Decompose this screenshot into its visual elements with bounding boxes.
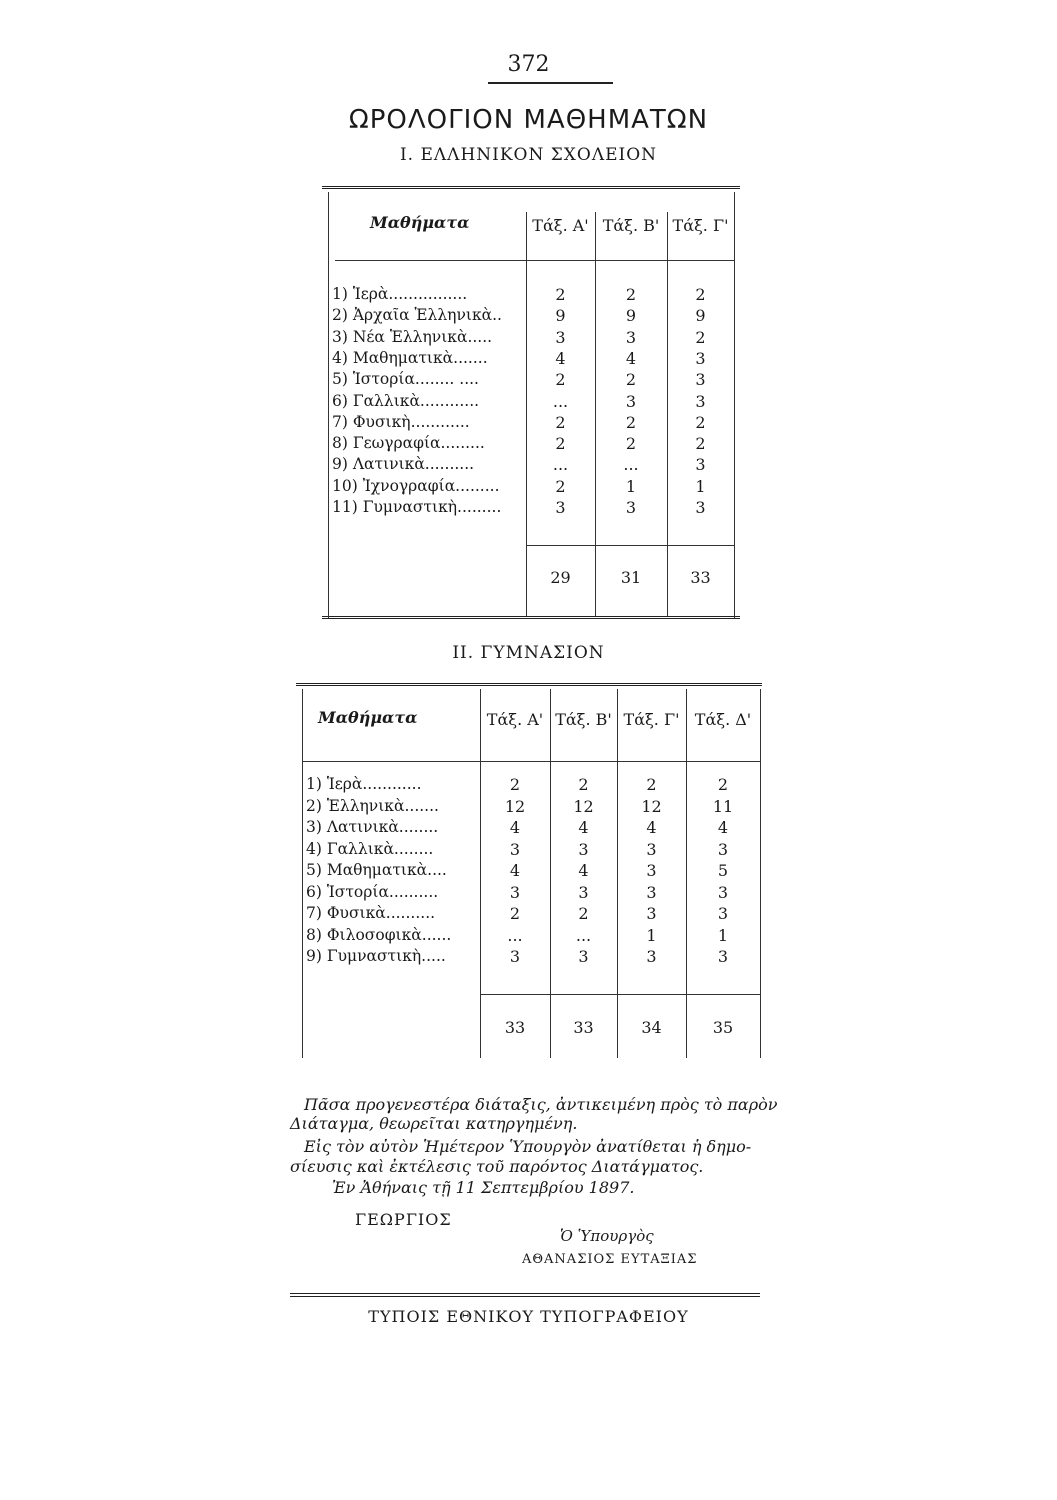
subject-column-header: Μαθήματα xyxy=(370,213,470,232)
hours-cell: 2 xyxy=(578,904,589,923)
column-header: Τάξ. Α' xyxy=(486,710,544,729)
hours-cell: 3 xyxy=(555,327,566,347)
hours-cell: 2 xyxy=(625,285,637,304)
hours-cell: 4 xyxy=(625,348,637,368)
closing-text-line: Εἰς τὸν αὐτὸν Ἡμέτερον Ὑπουργὸν ἀνατίθεται ἡ δημο- xyxy=(304,1137,752,1156)
subject-row-label: 5) Ἱστορία........ .... xyxy=(332,370,479,389)
column-header: Τάξ. Β' xyxy=(602,216,660,235)
hours-cell: 9 xyxy=(625,306,637,326)
hours-cell: 4 xyxy=(578,861,589,880)
hours-cell: 3 xyxy=(695,348,706,368)
hours-cell: 2 xyxy=(717,775,729,794)
printer-imprint: ΤΥΠΟΙΣ ΕΘΝΙΚΟΥ ΤΥΠΟΓΡΑΦΕΙΟΥ xyxy=(368,1307,689,1326)
subject-row-label: 2) Ἀρχαῖα Ἑλληνικὰ.. xyxy=(332,306,502,325)
subject-row-label: 6) Γαλλικὰ............ xyxy=(332,391,480,410)
hours-cell: ... xyxy=(552,455,569,475)
subject-row-label: 10) Ἰχνογραφία......... xyxy=(332,476,500,495)
subject-row-label: 11) Γυμναστικὴ......... xyxy=(332,498,502,516)
subject-row-label: 1) Ἱερὰ............ xyxy=(306,775,422,793)
total-cell: 34 xyxy=(641,1018,662,1037)
hours-cell: 3 xyxy=(625,498,637,517)
hours-cell: 2 xyxy=(646,775,657,794)
hours-cell: 3 xyxy=(578,882,589,902)
subject-row-label: 6) Ἱστορία.......... xyxy=(306,882,439,901)
hours-cell: ... xyxy=(575,925,592,945)
subject-row-label: 9) Λατινικὰ.......... xyxy=(332,455,475,474)
hours-cell: 2 xyxy=(695,412,706,432)
subject-row-label: 4) Μαθηματικὰ....... xyxy=(332,348,488,367)
column-header: Τάξ. Δ' xyxy=(694,710,752,729)
hours-cell: 3 xyxy=(509,947,521,966)
hours-cell: 2 xyxy=(555,285,566,304)
total-cell: 33 xyxy=(573,1018,594,1037)
hours-cell: 3 xyxy=(578,947,589,966)
hours-cell: 9 xyxy=(695,306,706,326)
hours-cell: 1 xyxy=(717,925,729,945)
hours-cell: 3 xyxy=(717,904,729,923)
hours-cell: 2 xyxy=(695,327,706,347)
subject-row-label: 8) Φιλοσοφικὰ...... xyxy=(306,925,452,944)
hours-cell: 3 xyxy=(578,839,589,859)
column-header: Τάξ. Γ' xyxy=(623,710,680,729)
subject-row-label: 4) Γαλλικὰ........ xyxy=(306,839,434,858)
hours-cell: 2 xyxy=(509,775,521,794)
hours-cell: 3 xyxy=(717,947,729,966)
hours-cell: 3 xyxy=(625,391,637,411)
minister-name: ΑΘΑΝΑΣΙΟΣ ΕΥΤΑΞΙΑΣ xyxy=(522,1252,698,1267)
hours-cell: 3 xyxy=(695,498,706,517)
hours-cell: 4 xyxy=(509,861,521,880)
hours-cell: 3 xyxy=(646,882,657,902)
hours-cell: 2 xyxy=(555,412,566,432)
hours-cell: 3 xyxy=(555,498,566,517)
hours-cell: 3 xyxy=(509,882,521,902)
minister-title: Ὁ Ὑπουργὸς xyxy=(560,1227,654,1245)
hours-cell: 12 xyxy=(504,796,526,816)
hours-cell: 2 xyxy=(555,434,566,454)
hours-cell: 4 xyxy=(717,818,729,837)
subject-row-label: 5) Μαθηματικὰ.... xyxy=(306,861,447,879)
hours-cell: 3 xyxy=(695,370,706,390)
hours-cell: 2 xyxy=(625,370,637,390)
hours-cell: ... xyxy=(552,391,569,411)
hours-cell: 3 xyxy=(717,839,729,859)
hours-cell: 3 xyxy=(646,861,657,880)
hours-cell: 3 xyxy=(717,882,729,902)
subject-row-label: 2) Ἑλληνικὰ....... xyxy=(306,796,439,815)
hours-cell: 3 xyxy=(646,839,657,859)
hours-cell: 3 xyxy=(646,904,657,923)
hours-cell: 4 xyxy=(646,818,657,837)
hours-cell: 1 xyxy=(695,476,706,496)
closing-text-line: Πᾶσα προγενεστέρα διάταξις, ἀντικειμένη πρὸς τὸ παρὸν xyxy=(304,1095,778,1114)
hours-cell: 3 xyxy=(646,947,657,966)
subject-row-label: 1) Ἱερὰ................ xyxy=(332,285,468,303)
hours-cell: 2 xyxy=(695,285,706,304)
subject-row-label: 8) Γεωγραφία......... xyxy=(332,434,485,453)
closing-text-line: σίευσις καὶ ἐκτέλεσις τοῦ παρόντος Διατάγματος. xyxy=(290,1157,704,1176)
hours-cell: 4 xyxy=(555,348,566,368)
total-cell: 33 xyxy=(504,1018,526,1037)
hours-cell: 12 xyxy=(573,796,594,816)
total-cell: 35 xyxy=(712,1018,734,1037)
hours-cell: 2 xyxy=(509,904,521,923)
total-cell: 33 xyxy=(690,568,711,587)
page-number: 372 xyxy=(507,52,550,77)
subject-row-label: 3) Λατινικὰ........ xyxy=(306,818,439,836)
hours-cell: ... xyxy=(623,455,639,475)
total-cell: 29 xyxy=(550,568,571,587)
hours-cell: 2 xyxy=(695,434,706,454)
hours-cell: 1 xyxy=(646,925,657,945)
hours-cell: 3 xyxy=(625,327,637,347)
hours-cell: 11 xyxy=(712,796,734,816)
closing-text-line: Διάταγμα, θεωρεῖται κατηργημένη. xyxy=(290,1114,578,1133)
subject-row-label: 7) Φυσικὰ.......... xyxy=(306,904,436,922)
total-cell: 31 xyxy=(620,568,642,587)
hours-cell: 4 xyxy=(578,818,589,837)
hours-cell: 3 xyxy=(695,455,706,475)
hours-cell: 2 xyxy=(578,775,589,794)
hours-cell: 9 xyxy=(555,306,566,326)
subject-column-header: Μαθήματα xyxy=(318,708,418,727)
hours-cell: 2 xyxy=(555,370,566,390)
subject-row-label: 9) Γυμναστικὴ..... xyxy=(306,947,446,965)
hours-cell: 2 xyxy=(625,434,637,454)
page-title: ΩΡΟΛΟΓΙΟΝ ΜΑΘΗΜΑΤΩΝ xyxy=(348,105,709,135)
column-header: Τάξ. Β' xyxy=(555,710,612,729)
hours-cell: 5 xyxy=(717,861,729,880)
table-top-rule xyxy=(296,683,762,686)
hours-cell: 3 xyxy=(509,839,521,859)
hours-cell: ... xyxy=(507,925,523,945)
hours-cell: 2 xyxy=(555,476,566,496)
column-header: Τάξ. Α' xyxy=(532,216,589,235)
date-line: Ἐν Ἀθήναις τῇ 11 Σεπτεμβρίου 1897. xyxy=(332,1178,635,1197)
subject-row-label: 3) Νέα Ἑλληνικὰ..... xyxy=(332,327,493,346)
hours-cell: 1 xyxy=(625,476,637,496)
section-1-heading: I. ΕΛΛΗΝΙΚΟΝ ΣΧΟΛΕΙΟΝ xyxy=(399,145,658,165)
hours-cell: 2 xyxy=(625,412,637,432)
subject-row-label: 7) Φυσικὴ............ xyxy=(332,412,470,431)
hours-cell: 3 xyxy=(695,391,706,411)
section-2-heading: II. ΓΥΜΝΑΣΙΟΝ xyxy=(452,643,605,663)
column-header: Τάξ. Γ' xyxy=(672,216,729,235)
hours-cell: 4 xyxy=(509,818,521,837)
footer-rule xyxy=(290,1293,760,1297)
signer-name: ΓΕΩΡΓΙΟΣ xyxy=(355,1210,452,1229)
hours-cell: 12 xyxy=(641,796,662,816)
